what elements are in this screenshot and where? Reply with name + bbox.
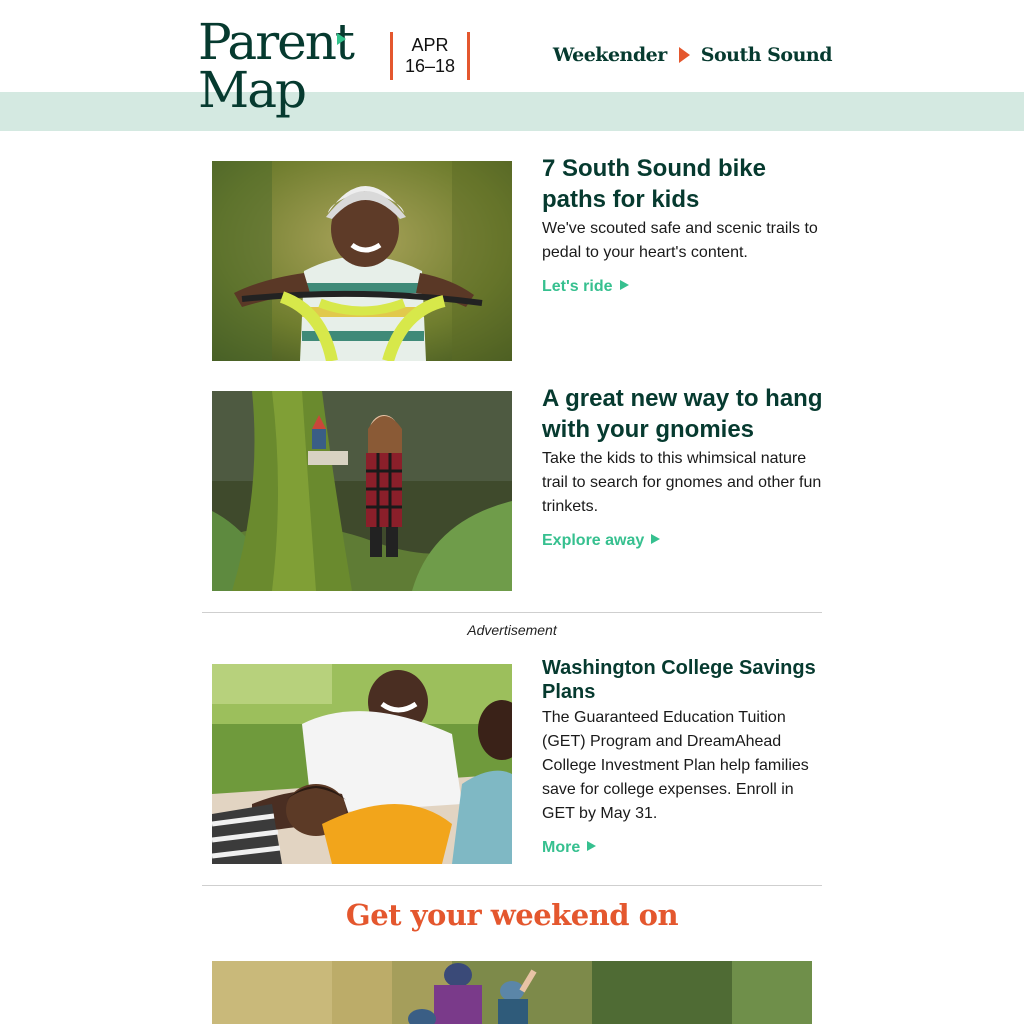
cta-label: Let's ride <box>542 278 613 295</box>
article-headline[interactable]: 7 South Sound bike paths for kids <box>542 155 767 213</box>
advertisement-label: Advertisement <box>467 622 557 638</box>
advertisement-headline[interactable]: Washington College Savings Plans <box>542 657 816 703</box>
issue-date-range: 16–18 <box>404 56 456 76</box>
logo-line-1: Parent <box>198 13 353 71</box>
explore-away-link[interactable] <box>542 529 660 553</box>
play-arrow-icon <box>620 280 629 290</box>
play-arrow-icon <box>651 534 660 544</box>
section-divider <box>202 885 822 886</box>
logo-triangle-icon <box>337 33 346 45</box>
lets-ride-link[interactable] <box>542 275 629 299</box>
logo-line-2: Map <box>198 61 306 119</box>
article-blurb: Take the kids to this whimsical nature trail to search for gnomes and other fun trinkets. <box>542 450 822 515</box>
advertisement-college-savings <box>212 656 824 876</box>
play-arrow-icon <box>587 841 596 851</box>
parentmap-logo[interactable] <box>198 13 358 122</box>
edition-region: South Sound <box>700 44 832 66</box>
edition-weekender: Weekender <box>552 44 667 66</box>
more-link[interactable] <box>542 836 596 860</box>
edition-label <box>553 44 832 66</box>
article-text <box>542 153 824 299</box>
child-on-bike-photo[interactable] <box>212 161 512 361</box>
family-picnic-photo[interactable] <box>212 664 512 864</box>
header-band <box>0 92 1024 131</box>
cta-label: Explore away <box>542 532 645 549</box>
issue-date <box>390 32 470 80</box>
cta-label: More <box>542 839 581 856</box>
article-gnome-trail <box>212 383 824 593</box>
advertisement-blurb: The Guaranteed Education Tuition (GET) Program and DreamAhead College Investment Plan help families save for college expenses. Enroll in GET by May 31. <box>542 709 809 822</box>
article-text <box>542 383 824 553</box>
section-divider <box>202 612 822 613</box>
triangle-right-icon <box>679 47 690 63</box>
article-headline[interactable]: A great new way to hang with your gnomies <box>542 385 823 443</box>
article-bike-paths <box>212 153 824 363</box>
section-title: Get your weekend on <box>345 898 679 932</box>
article-blurb: We've scouted safe and scenic trails to pedal to your heart's content. <box>542 220 818 261</box>
advertisement-text <box>542 656 824 860</box>
issue-date-month: APR <box>411 35 449 55</box>
gnome-trail-photo[interactable] <box>212 391 512 591</box>
family-outdoors-photo[interactable] <box>212 961 812 1024</box>
